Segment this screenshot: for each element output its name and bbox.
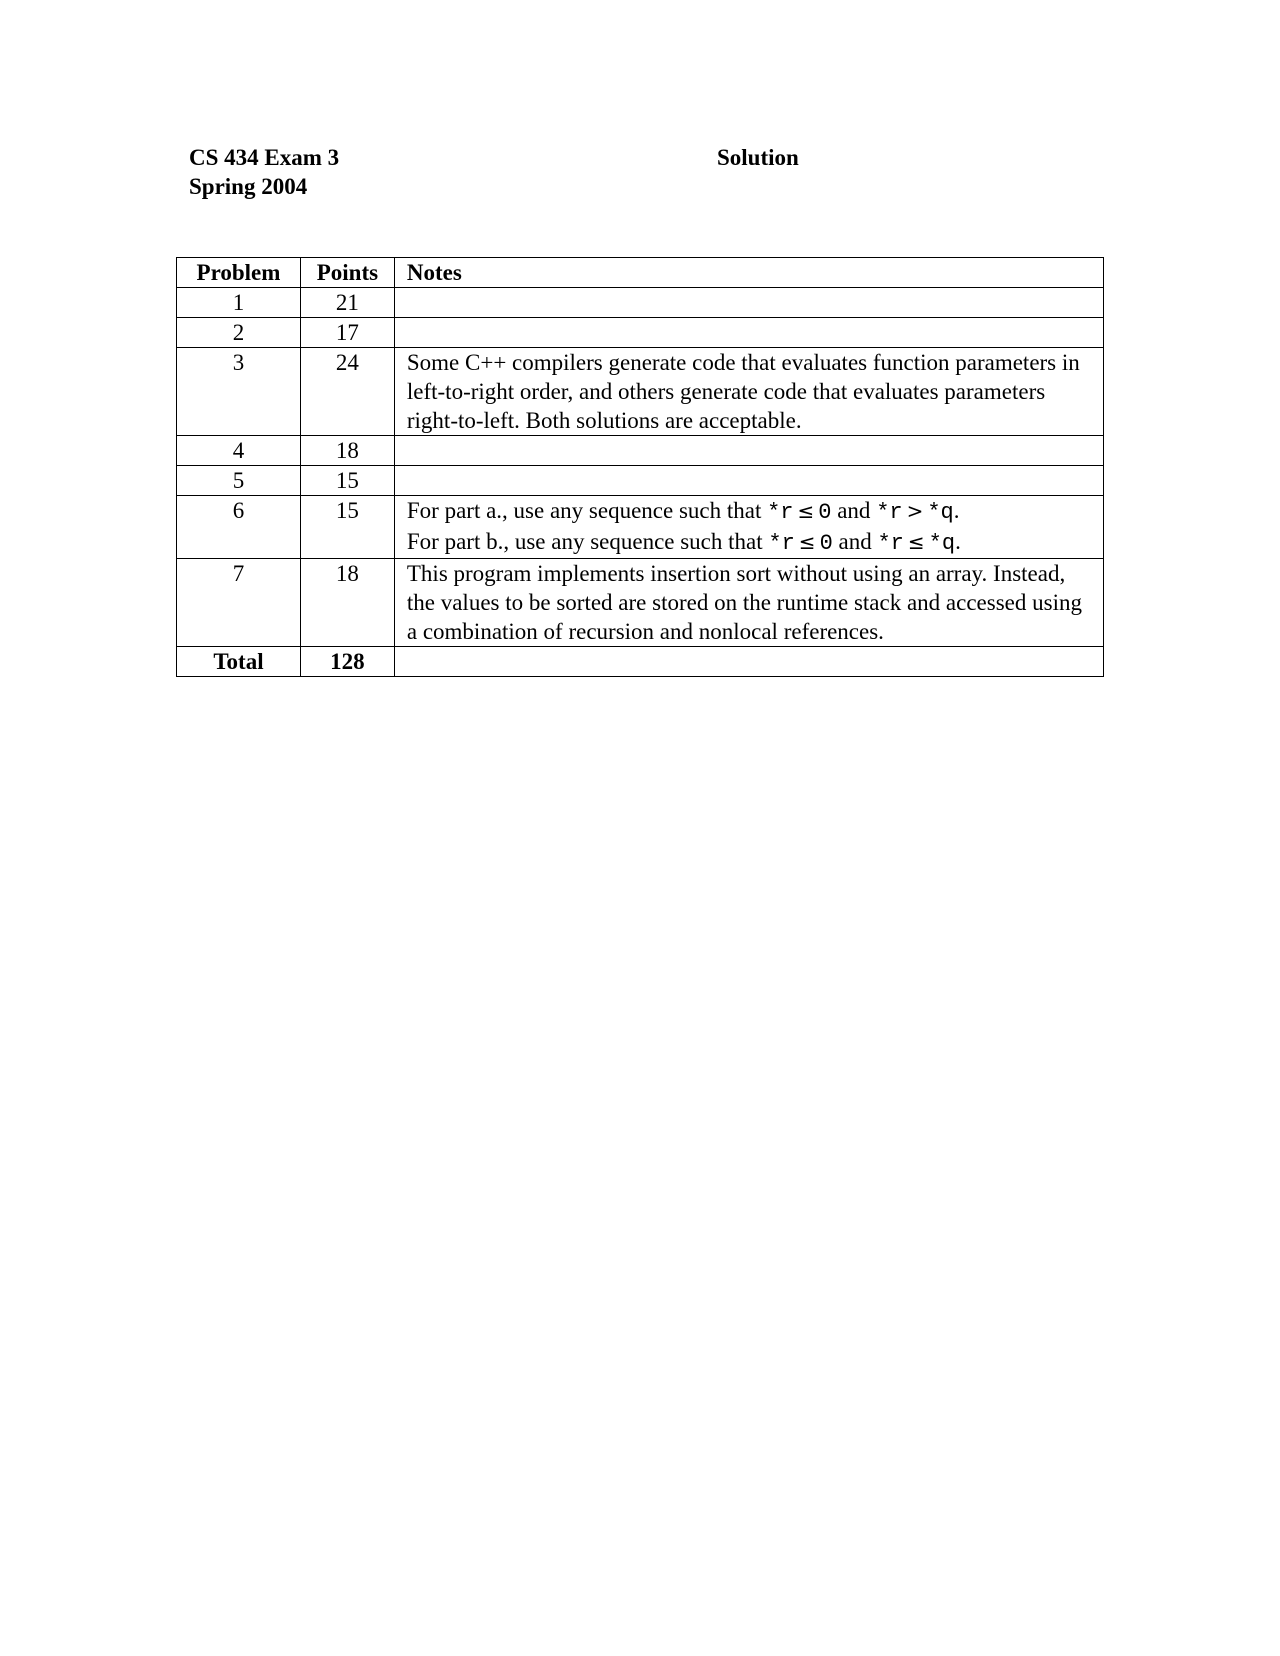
problem-number: 2	[177, 318, 301, 348]
column-header-problem: Problem	[177, 258, 301, 288]
column-header-notes: Notes	[394, 258, 1103, 288]
problem-number: 3	[177, 348, 301, 436]
problem-notes: Some C++ compilers generate code that evaluates function parameters in left-to-right order, and others generate code that evaluates parameters right-to-left. Both solutions are acceptable.	[394, 348, 1103, 436]
problem-number: 1	[177, 288, 301, 318]
note-part-b	[407, 527, 1095, 558]
code-expression: *r	[877, 531, 904, 556]
course-title: CS 434 Exam 3	[189, 145, 340, 170]
table-row	[177, 348, 1104, 436]
problem-notes: This program implements insertion sort without using an array. Instead, the values to be sorted are stored on the runtime stack and accessed using a combination of recursion and nonlocal references.	[394, 559, 1103, 647]
problem-points: 21	[300, 288, 394, 318]
problem-number: 6	[177, 496, 301, 559]
problem-notes	[394, 496, 1103, 559]
table-header-row	[177, 258, 1104, 288]
note-part-b-prefix: For part b., use any sequence such that	[406, 529, 763, 554]
total-points: 128	[300, 647, 394, 677]
score-table	[176, 257, 1104, 677]
problem-notes	[394, 436, 1103, 466]
operator: ≤	[797, 499, 815, 523]
total-notes	[394, 647, 1103, 677]
table-row	[177, 436, 1104, 466]
note-part-a	[407, 496, 1095, 527]
code-expression: *q	[928, 531, 956, 556]
term-label: Spring 2004	[189, 174, 308, 199]
code-expression: *r	[768, 531, 795, 556]
operator: >	[906, 499, 924, 523]
problem-points: 15	[300, 466, 394, 496]
operator: ≤	[798, 530, 816, 554]
note-part-a-prefix: For part a., use any sequence such that	[406, 498, 762, 523]
conjunction: and	[837, 498, 871, 523]
solution-label: Solution	[717, 145, 799, 170]
table-row	[177, 466, 1104, 496]
table-row	[177, 559, 1104, 647]
problem-points: 24	[300, 348, 394, 436]
period: .	[955, 529, 961, 554]
period: .	[953, 498, 960, 523]
total-row	[177, 647, 1104, 677]
conjunction: and	[838, 529, 872, 554]
problem-points: 17	[300, 318, 394, 348]
problem-number: 4	[177, 436, 301, 466]
problem-number: 5	[177, 466, 301, 496]
total-label: Total	[177, 647, 301, 677]
problem-points: 18	[300, 559, 394, 647]
column-header-points: Points	[300, 258, 394, 288]
code-expression: *q	[927, 500, 954, 525]
operator: ≤	[907, 530, 925, 554]
code-expression: 0	[819, 531, 833, 556]
problem-points: 15	[300, 496, 394, 559]
problem-number: 7	[177, 559, 301, 647]
problem-points: 18	[300, 436, 394, 466]
code-expression: *r	[876, 500, 903, 525]
problem-notes	[394, 466, 1103, 496]
code-expression: 0	[818, 500, 832, 525]
problem-notes	[394, 318, 1103, 348]
problem-notes	[394, 288, 1103, 318]
table-row	[177, 496, 1104, 559]
table-row	[177, 288, 1104, 318]
code-expression: *r	[767, 500, 794, 525]
table-row	[177, 318, 1104, 348]
